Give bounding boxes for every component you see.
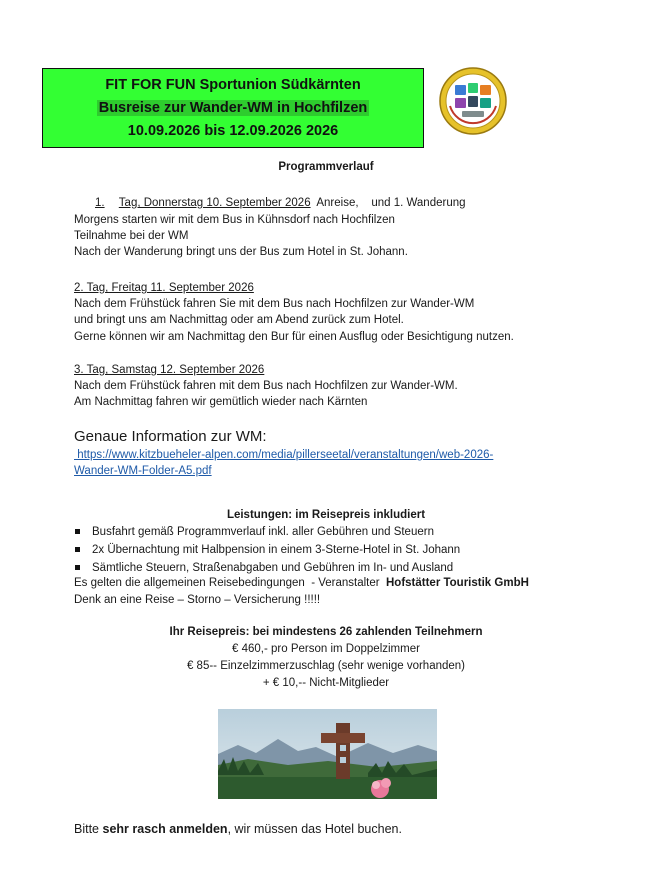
price-non-member: + € 10,-- Nicht-Mitglieder bbox=[262, 677, 390, 689]
list-item-text: Busfahrt gemäß Programmverlauf inkl. aller Gebühren und Steuern bbox=[92, 526, 434, 538]
day3-line: Nach dem Frühstück fahren mit dem Bus nach Hochfilzen zur Wander-WM. bbox=[74, 380, 458, 392]
terms-text: Es gelten die allgemeinen Reisebedingungen - Veranstalter bbox=[74, 577, 386, 589]
list-item-text: 2x Übernachtung mit Halbpension in einem 3-Sterne-Hotel in St. Johann bbox=[92, 544, 461, 556]
footer-emphasis: sehr rasch anmelden bbox=[102, 822, 228, 836]
day2-heading: 2. Tag, Freitag 11. September 2026 bbox=[74, 282, 254, 294]
organizer-name: Hofstätter Touristik GmbH bbox=[385, 577, 529, 589]
price-heading: Ihr Reisepreis: bei mindestens 26 zahlenden Teilnehmern bbox=[169, 626, 483, 638]
day2-line: Gerne können wir am Nachmittag den Bur für einen Ausflug oder Besichtigung nutzen. bbox=[74, 331, 514, 343]
bullet-square-icon bbox=[75, 547, 80, 552]
day1-number: 1. bbox=[95, 197, 105, 209]
day2-line: Nach dem Frühstück fahren Sie mit dem Bus nach Hochfilzen zur Wander-WM bbox=[74, 298, 475, 310]
day1-line: Morgens starten wir mit dem Bus in Kühnsdorf nach Hochfilzen bbox=[74, 214, 395, 226]
day1-title: Tag, Donnerstag 10. September 2026 bbox=[118, 197, 311, 209]
club-logo bbox=[438, 66, 508, 136]
day1-line: Nach der Wanderung bringt uns der Bus zum Hotel in St. Johann. bbox=[74, 246, 408, 258]
services-list bbox=[74, 523, 460, 577]
price-double-room: € 460,- pro Person im Doppelzimmer bbox=[232, 643, 420, 655]
landscape-photo bbox=[218, 709, 437, 799]
program-heading: Programmverlauf bbox=[278, 161, 374, 173]
bullet-square-icon bbox=[75, 565, 80, 570]
day3-heading: 3. Tag, Samstag 12. September 2026 bbox=[74, 364, 265, 376]
wm-folder-link-part1[interactable]: https://www.kitzbueheler-alpen.com/media/pillerseetal/veranstaltungen/web-2026- bbox=[74, 449, 494, 461]
trip-dates: 10.09.2026 bis 12.09.2026 2026 bbox=[127, 123, 339, 139]
services-heading: Leistungen: im Reisepreis inkludiert bbox=[226, 509, 426, 521]
club-name: FIT FOR FUN Sportunion Südkärnten bbox=[105, 77, 361, 93]
price-single-supplement: € 85-- Einzelzimmerzuschlag (sehr wenige vorhanden) bbox=[186, 660, 466, 672]
footer-prefix: Bitte bbox=[74, 822, 103, 836]
insurance-note: Denk an eine Reise – Storno – Versicherung !!!!! bbox=[74, 594, 321, 606]
info-heading: Genaue Information zur WM: bbox=[74, 428, 267, 445]
day2-line: und bringt uns am Nachmittag oder am Abend zurück zum Hotel. bbox=[74, 314, 404, 326]
list-item bbox=[74, 523, 460, 541]
list-item bbox=[74, 541, 460, 559]
footer-note bbox=[74, 820, 402, 838]
day1-heading bbox=[95, 194, 466, 212]
terms-line bbox=[74, 574, 529, 592]
info-link-continued[interactable] bbox=[74, 462, 212, 480]
day3-line: Am Nachmittag fahren wir gemütlich wieder nach Kärnten bbox=[74, 396, 368, 408]
bullet-square-icon bbox=[75, 529, 80, 534]
trip-title bbox=[43, 97, 423, 120]
list-item-text: Sämtliche Steuern, Straßenabgaben und Gebühren im In- und Ausland bbox=[92, 562, 454, 574]
day1-title-suffix: Anreise, und 1. Wanderung bbox=[310, 197, 466, 209]
trip-title-highlight: Busreise zur Wander-WM in Hochfilzen bbox=[98, 100, 368, 116]
day1-line: Teilnahme bei der WM bbox=[74, 230, 189, 242]
wm-folder-link-part2[interactable]: Wander-WM-Folder-A5.pdf bbox=[74, 465, 212, 477]
title-box bbox=[42, 68, 424, 148]
footer-suffix: , wir müssen das Hotel buchen. bbox=[227, 822, 402, 836]
